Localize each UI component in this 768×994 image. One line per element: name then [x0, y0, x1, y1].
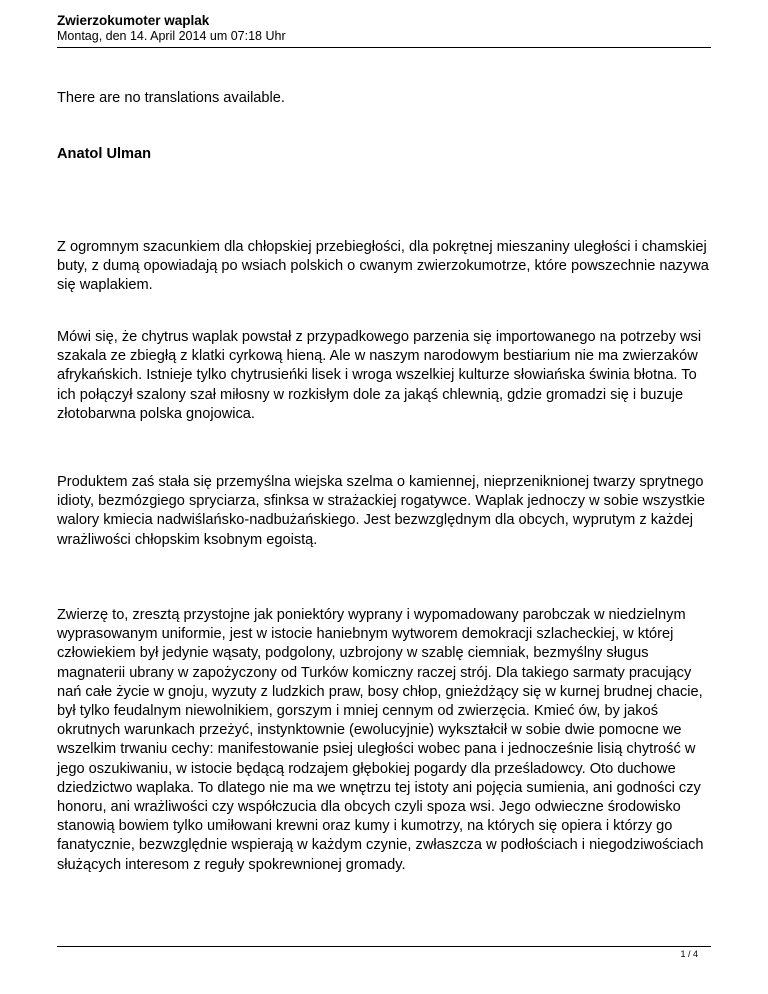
header-divider [57, 47, 711, 48]
document-header [57, 13, 717, 44]
paragraph-4: Zwierzę to, zresztą przystojne jak poniektóry wyprany i wypomadowany parobczak w niedzielnym wyprasowanym uniformie, jest w istocie haniebnym wytworem demokracji szlacheckiej, w której człowiekiem był jedynie wąsaty, podgolony, uzbrojony w szablę ciemniak, bezmyślny sługus magnaterii ubrany w zapożyczony od Turków komiczny raczej strój. Dla takiego sarmaty pracujący nań całe życie w gnoju, wyzuty z ludzkich praw, bosy chłop, gnieżdżący się w kurnej brudnej chacie, był tylko feudalnym niewolnikiem, gorszym i mniej cennym od zwierzęcia. Kmieć ów, by jakoś okrutnych warunkach przeżyć, instynktownie (ewolucyjnie) wykształcił w sobie dwie pomocne we wszelkim trwaniu cechy: manifestowanie psiej uległości wobec pana i jednocześnie lisią chytrość w jego oszukiwaniu, w istocie będącą rodzajem głębokiej pogardy dla prześladowcy. Oto duchowe dziedzictwo waplaka. To dlatego nie ma we wnętrzu tej istoty ani pojęcia sumienia, ani godności czy honoru, ani wrażliwości czy współczucia dla obcych czyli spoza wsi. Jego odwieczne środowisko stanowią bowiem tylko umiłowani krewni oraz kumy i kumotrzy, na których się opiera i którzy go fanatycznie, bezwzględnie wspierają w każdym czynie, zwłaszcza w podłościach i niegodziwościach służących interesom z reguły spokrewnionej gromady. [57, 607, 704, 873]
page-number: 1 / 4 [680, 949, 698, 959]
paragraph-3: Produktem zaś stała się przemyślna wiejska szelma o kamiennej, nieprzeniknionej twarzy sprytnego idioty, bezmózgiego spryciarza, sfinksa w strażackiej rogatywce. Waplak jednoczy w sobie wszystkie walory kmiecia nadwiślańsko-nadbużańskiego. Jest bezwzględnym dla obcych, wyprutym z każdej wrażliwości chłopskim ksobnym egoistą. [57, 474, 706, 548]
translation-notice: There are no translations available. [57, 90, 285, 106]
paragraph-2: Mówi się, że chytrus waplak powstał z przypadkowego parzenia się importowanego na potrzeby wsi szakala ze zbiegłą z klatki cyrkową hieną. Ale w naszym narodowym bestiarium nie ma zwierzaków afrykańskich. Istnieje tylko chytrusieńki lisek i wroga wszelkiej kulturze słowiańska świnia błotna. To ich połączył szalony szał miłosny w rozkisłym dole za jakąś chlewnią, gdzie gromadzi się i buzuje złotobarwna polska gnojowica. [57, 329, 702, 422]
paragraph-1: Z ogromnym szacunkiem dla chłopskiej przebiegłości, dla pokrętnej mieszaniny uległości i chamskiej buty, z dumą opowiadają po wsiach polskich o cwanym zwierzokumotrze, które powszechnie nazywa się waplakiem. [57, 239, 709, 294]
author-name: Anatol Ulman [57, 146, 152, 162]
document-title: Zwierzokumoter waplak [57, 13, 210, 28]
footer-divider [57, 946, 711, 947]
document-date: Montag, den 14. April 2014 um 07:18 Uhr [57, 29, 286, 43]
